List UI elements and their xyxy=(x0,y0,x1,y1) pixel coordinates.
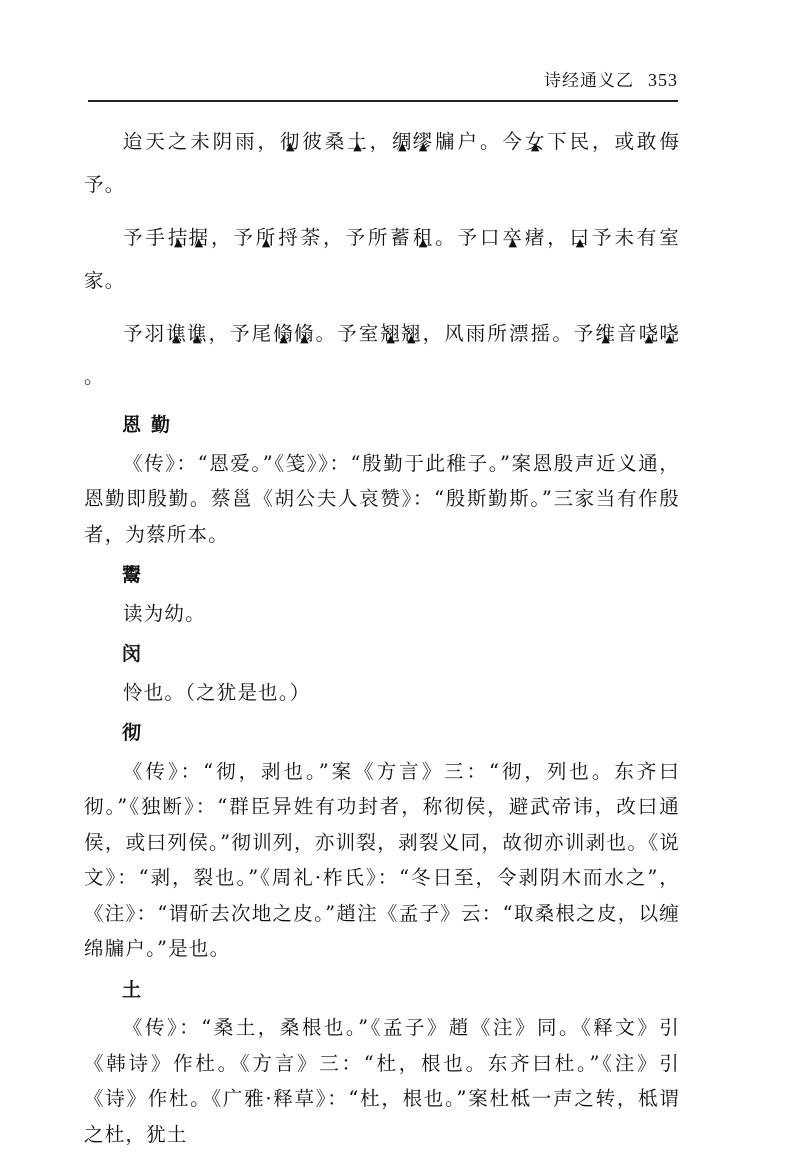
marked-character: 哓 ▲ xyxy=(659,312,680,355)
verse-line xyxy=(84,312,680,398)
verse-text: 捋荼，予所蓄 xyxy=(277,226,413,249)
marked-character: 翛 ▲ xyxy=(294,312,315,355)
section-text: 《传》：“彻，剥也。”案《方言》三：“彻，列也。东齐曰彻。”《独断》：“群臣异姓有功封者，称彻侯，避武帝讳，改曰通侯，或曰列侯。”彻训列，亦训裂，剥裂义同，故彻亦训剥也。《说文》：“剥，裂也。”《周礼·柞氏》：“冬日至，令剥阴木而水之”，《注》：“谓斫去次地之皮。”趙注《孟子》云：“取桑根之皮，以缠绵牖户。”是也。 xyxy=(84,754,680,967)
section-heading: 土 xyxy=(84,973,680,1009)
annotation-section xyxy=(84,408,680,552)
verse-text: 牖户。今 xyxy=(433,130,524,153)
verse-text: 瘏， xyxy=(523,226,570,249)
marked-character: 租 ▲ xyxy=(413,216,434,259)
marked-character: 翛 ▲ xyxy=(273,312,294,355)
section-text: 《传》：“恩爱。”《笺》》：“殷勤于此稚子。”案恩殷声近义通，恩勤即殷勤。蔡邕《胡公夫人哀赞》：“殷斯勤斯。”三家当有作殷者，为蔡所本。 xyxy=(84,446,680,553)
verse-text: 。 xyxy=(84,365,105,388)
verse-text: ，风雨所漂摇。予 xyxy=(422,322,596,345)
page-number: 353 xyxy=(648,70,678,90)
marked-character: 拮 ▲ xyxy=(168,216,189,259)
marked-character: 所 ▲ xyxy=(256,216,277,259)
annotation-section xyxy=(84,558,680,631)
section-heading: 鬻 xyxy=(84,558,680,594)
annotation-section xyxy=(84,716,680,967)
annotation-section xyxy=(84,973,680,1152)
verse-text: 予未有室家。 xyxy=(84,226,680,292)
marked-character: 卒 ▲ xyxy=(502,216,523,259)
verse-text: 下民，或敢侮予。 xyxy=(84,130,680,196)
verse-text: 。予口 xyxy=(433,226,502,249)
verse-line xyxy=(84,216,680,302)
marked-character: 谯 ▲ xyxy=(187,312,208,355)
marked-character: 土 ▲ xyxy=(347,120,368,163)
section-heading: 恩勤 xyxy=(84,408,680,444)
section-text: 读为幼。 xyxy=(84,596,680,632)
verse-text: 。予室 xyxy=(315,322,381,345)
running-title: 诗经通义乙 xyxy=(544,71,634,91)
annotation-section xyxy=(84,637,680,710)
marked-character: 哓 ▲ xyxy=(639,312,660,355)
marked-character: 曰 ▲ xyxy=(570,216,591,259)
section-text: 怜也。（之犹是也。） xyxy=(84,675,680,711)
verse-text: 迨天之未阴雨， xyxy=(123,130,280,153)
verse-text: ，予 xyxy=(209,226,256,249)
section-text: 《传》：“桑土，桑根也。”《孟子》趙《注》同。《释文》引《韩诗》作杜。《方言》三：“杜，根也。东齐曰杜。”《注》引《诗》作杜。《广雅·释草》：“杜，根也。”案杜柢一声之转，柢谓之杜，犹土 xyxy=(84,1010,680,1152)
marked-character: 女 ▲ xyxy=(525,120,546,163)
verse-line xyxy=(84,120,680,206)
verse-text: 音 xyxy=(616,322,639,345)
running-header xyxy=(92,66,678,91)
marked-character: 维 ▲ xyxy=(595,312,616,355)
verse-text: ，予尾 xyxy=(208,322,274,345)
marked-character: 据 ▲ xyxy=(189,216,210,259)
marked-character: 缪 ▲ xyxy=(413,120,434,163)
header-rule xyxy=(88,100,678,102)
verse-block xyxy=(84,120,680,398)
marked-character: 翘 ▲ xyxy=(380,312,401,355)
marked-character: 绸 ▲ xyxy=(392,120,413,163)
section-heading: 闵 xyxy=(84,637,680,673)
section-heading: 彻 xyxy=(84,716,680,752)
verse-text: 予羽 xyxy=(123,322,166,345)
verse-text: ， xyxy=(368,130,392,153)
verse-text: 彼桑 xyxy=(301,130,348,153)
verse-text: 予手 xyxy=(123,226,168,249)
marked-character: 彻 ▲ xyxy=(280,120,301,163)
page-body xyxy=(84,120,680,1152)
marked-character: 谯 ▲ xyxy=(166,312,187,355)
marked-character: 翘 ▲ xyxy=(401,312,422,355)
